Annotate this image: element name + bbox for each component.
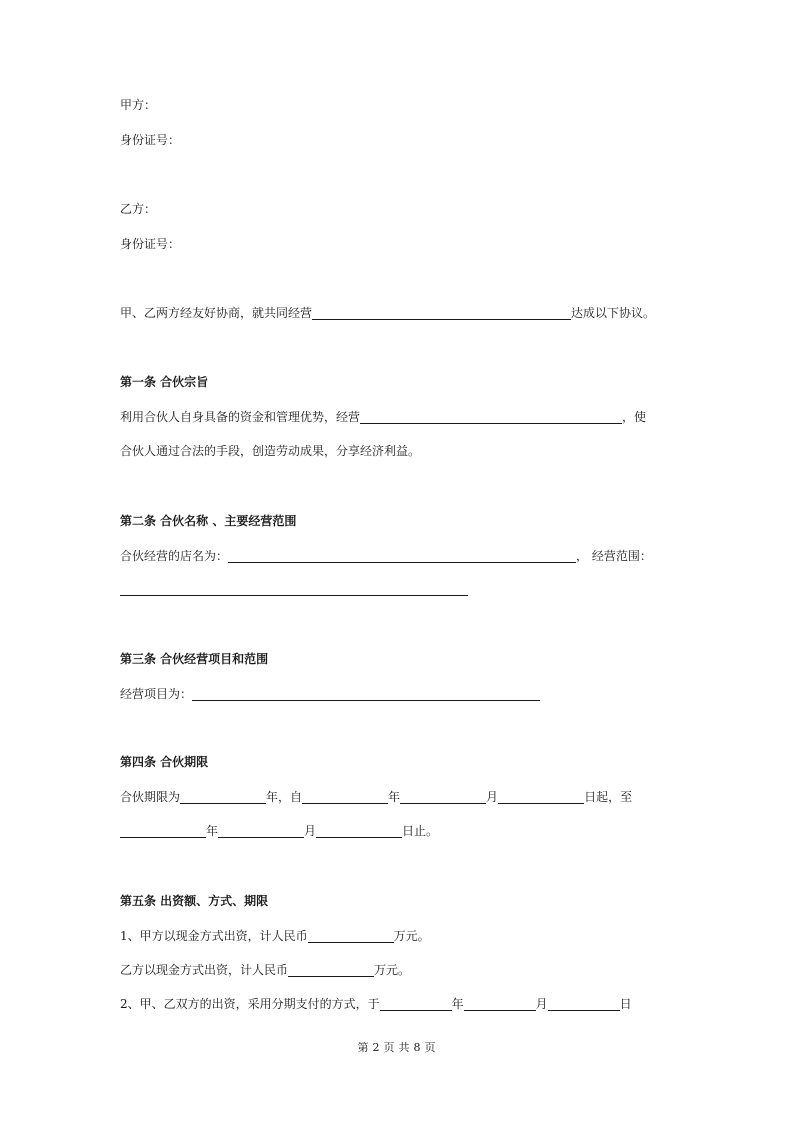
current-page-number: 2 — [372, 1041, 380, 1054]
article-2-line-2 — [120, 581, 468, 597]
article-5-line-1 — [120, 928, 430, 944]
end-month-blank — [218, 824, 304, 838]
article-4-line-2 — [120, 823, 438, 839]
start-month-blank — [400, 790, 486, 804]
party-a-id-label: 身份证号： — [120, 133, 181, 147]
end-year-blank — [120, 824, 206, 838]
installment-month-blank — [464, 997, 536, 1011]
footer-text-b: 页 — [383, 1041, 395, 1054]
article-1-line-2: 合伙人通过合法的手段，创造劳动成果，分享经济利益。 — [120, 444, 421, 458]
article-5-title: 第五条 出资额、方式、期限 — [120, 894, 269, 908]
intro-text-after: 达成以下协议。 — [571, 306, 656, 320]
article-1-line-1 — [120, 409, 646, 425]
article-2-text-before: 合伙经营的店名为： — [120, 549, 229, 563]
installment-year-blank — [380, 997, 452, 1011]
page-footer — [0, 1040, 793, 1056]
article-4-text-g: 月 — [304, 824, 317, 838]
article-5-line-2 — [120, 962, 410, 978]
start-day-blank — [498, 790, 584, 804]
article-3-text-before: 经营项目为： — [120, 687, 193, 701]
article-5-text-c: 乙方以现金方式出资，计人民币 — [120, 963, 289, 977]
article-5-text-e: 2、甲、乙双方的出资，采用分期支付的方式，于 — [120, 997, 380, 1011]
footer-text-a: 第 — [357, 1041, 369, 1054]
article-5-text-d: 万元。 — [374, 963, 411, 977]
project-blank — [192, 687, 540, 701]
article-4-text-d: 月 — [486, 790, 499, 804]
article-1-title: 第一条 合伙宗旨 — [120, 375, 209, 389]
article-4-text-b: 年，自 — [266, 790, 303, 804]
article-1-blank — [360, 410, 622, 424]
party-b-id-label: 身份证号： — [120, 237, 181, 251]
party-a-amount-blank — [308, 929, 394, 943]
article-4-text-h: 日止。 — [402, 824, 439, 838]
article-5-text-b: 万元。 — [393, 929, 430, 943]
party-a-label: 甲方： — [120, 98, 157, 112]
intro-text-before: 甲、乙两方经友好协商，就共同经营 — [120, 306, 313, 320]
article-2-title: 第二条 合伙名称 、主要经营范围 — [120, 514, 297, 528]
article-3-title: 第三条 合伙经营项目和范围 — [120, 652, 269, 666]
article-5-text-a: 1、甲方以现金方式出资，计人民币 — [120, 929, 308, 943]
party-b-amount-blank — [288, 963, 374, 977]
article-1-text-after: ，使 — [622, 410, 647, 424]
article-5-text-g: 月 — [535, 997, 548, 1011]
article-2-text-after: ， 经营范围： — [576, 549, 652, 563]
article-3-line — [120, 686, 540, 702]
store-name-blank — [228, 549, 576, 563]
article-4-title: 第四条 合伙期限 — [120, 755, 209, 769]
intro-paragraph — [120, 305, 655, 321]
article-1-text-before: 利用合伙人自身具备的资金和管理优势，经营 — [120, 410, 361, 424]
article-2-line-1 — [120, 548, 652, 564]
article-4-text-a: 合伙期限为 — [120, 790, 181, 804]
article-4-text-c: 年 — [388, 790, 401, 804]
article-5-text-f: 年 — [451, 997, 464, 1011]
term-years-blank — [180, 790, 266, 804]
start-year-blank — [302, 790, 388, 804]
end-day-blank — [316, 824, 402, 838]
total-pages-number: 8 — [413, 1041, 421, 1054]
party-b-label: 乙方： — [120, 202, 157, 216]
article-4-text-e: 日起，至 — [584, 790, 633, 804]
footer-text-c: 共 — [398, 1041, 410, 1054]
installment-day-blank — [548, 997, 620, 1011]
article-4-line-1 — [120, 789, 632, 805]
article-4-text-f: 年 — [206, 824, 219, 838]
article-5-text-h: 日 — [619, 997, 632, 1011]
business-blank — [312, 306, 571, 320]
business-scope-blank — [120, 582, 468, 596]
footer-text-d: 页 — [424, 1041, 436, 1054]
article-5-line-3 — [120, 996, 632, 1012]
